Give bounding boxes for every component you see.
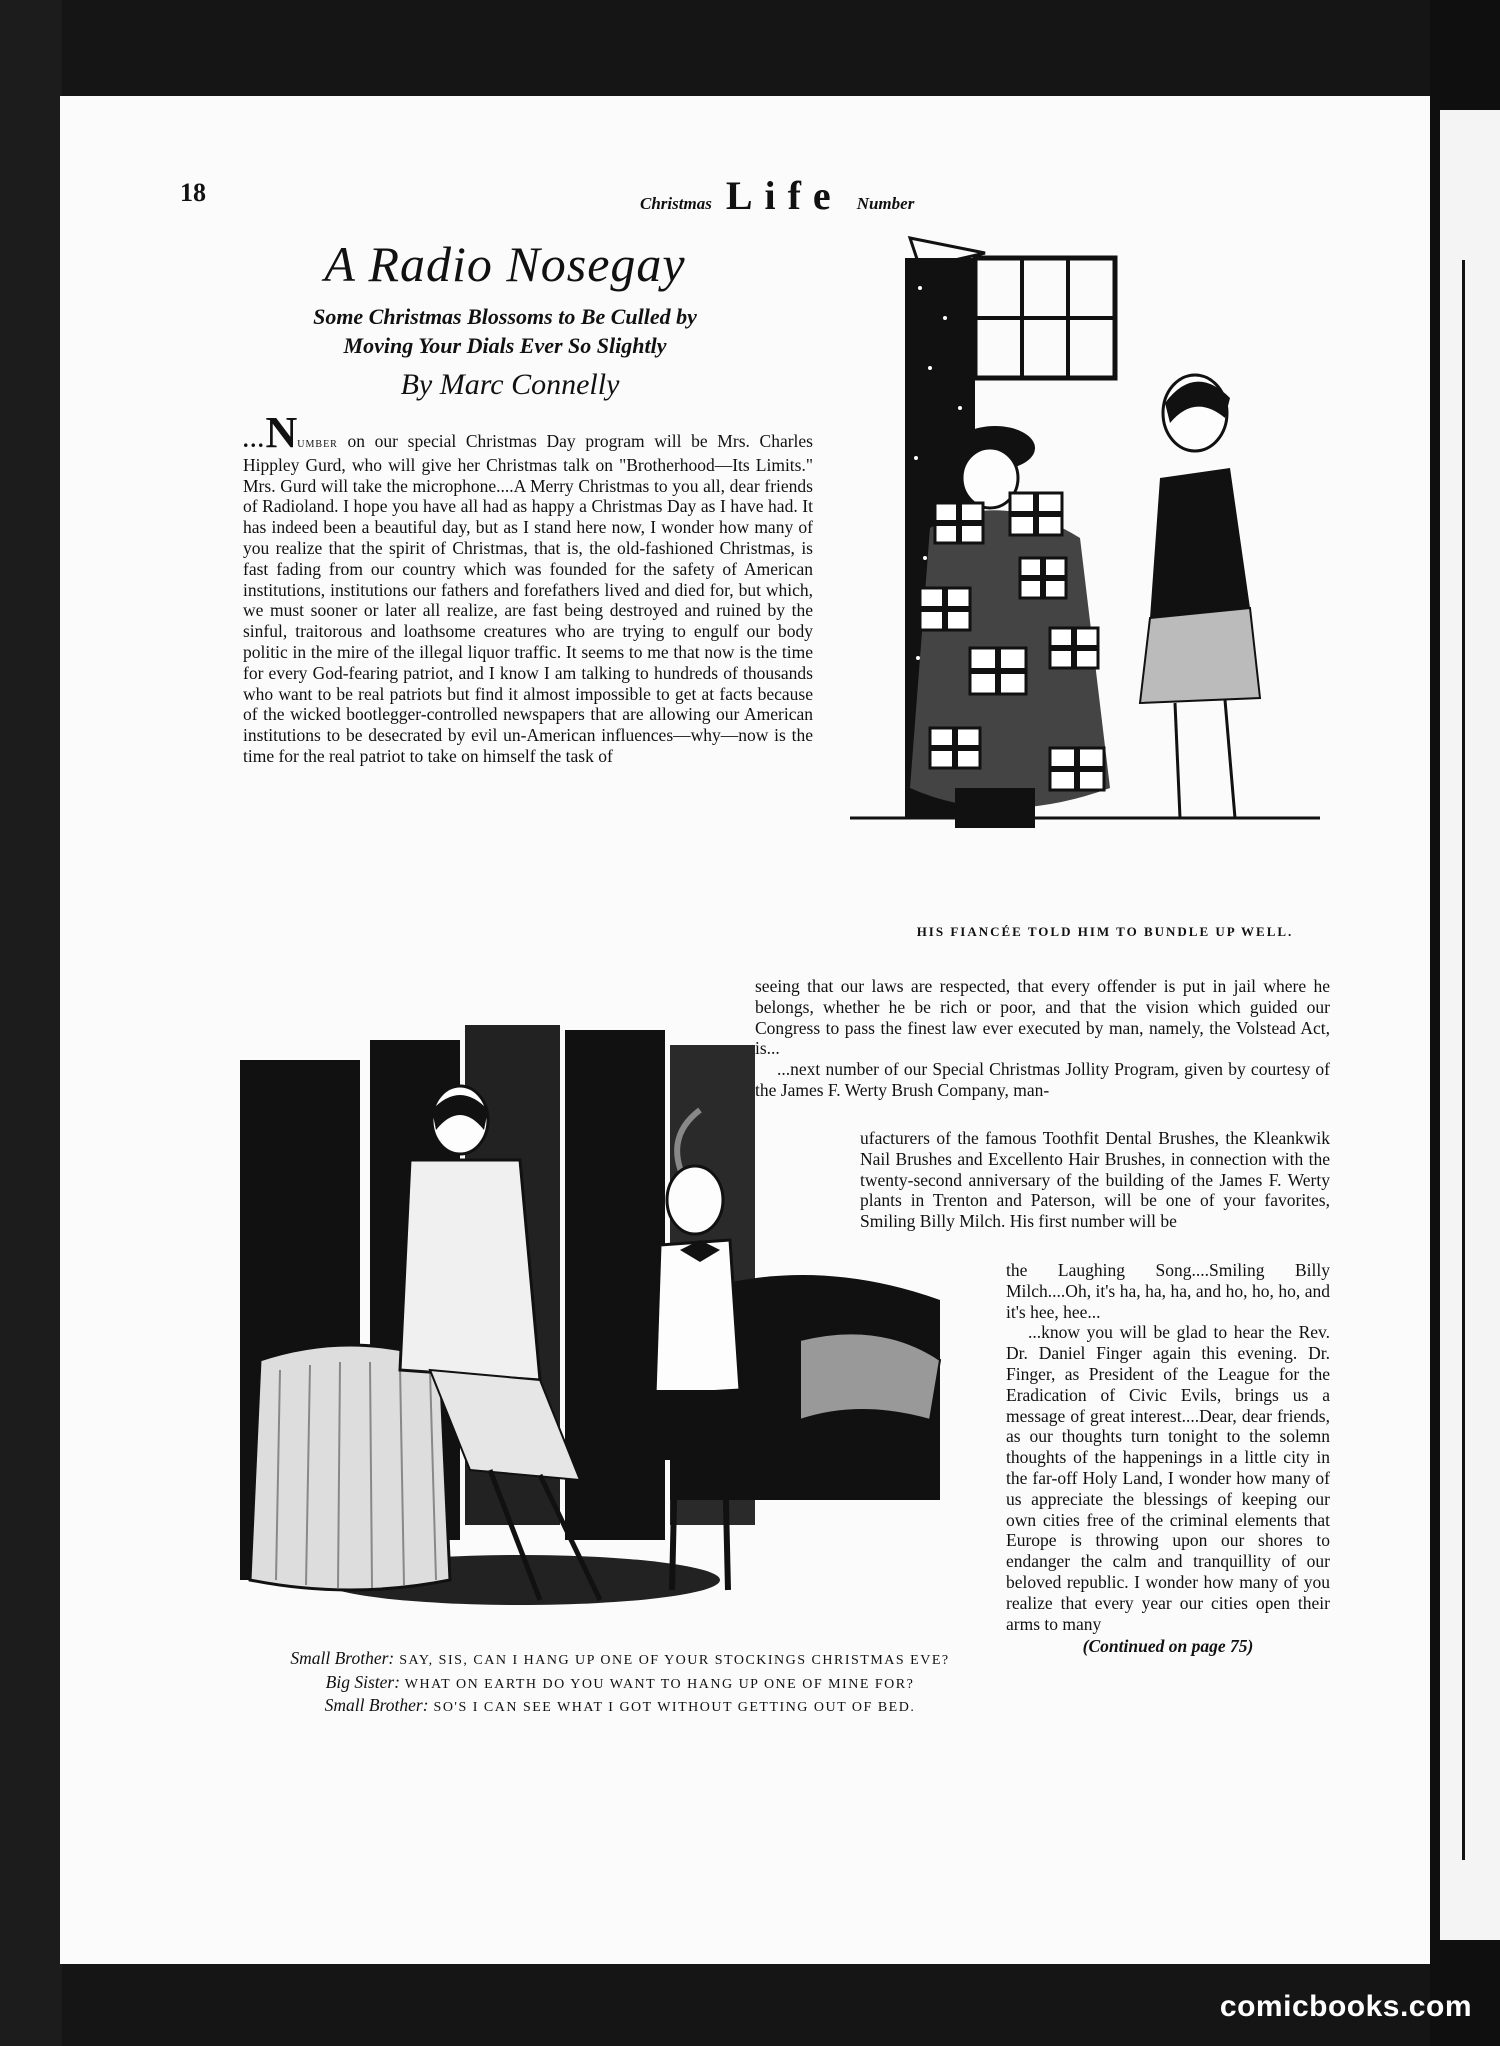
running-head [640,172,914,219]
caption-speaker: Big Sister: [325,1671,401,1692]
lead-dots: ... [243,427,266,452]
illustration-fiancee-bundles [850,228,1320,860]
running-head-right: Number [856,194,915,213]
article-title: A Radio Nosegay [324,236,686,292]
drop-cap: N [265,408,298,457]
adjacent-page-rule [1462,260,1465,1860]
masthead-logo: Life [725,173,843,218]
caption-text: SO'S I CAN SEE WHAT I GOT WITHOUT GETTING OUT OF BED. [433,1700,916,1715]
illustration-caption-2 [240,1648,1000,1719]
watermark: comicbooks.com [1219,1990,1472,2023]
body-text: seeing that our laws are respected, that every offender is put in jail where he belongs, whether he be rich or poor, and that the vision which guided our Congress to pass the finest law ever executed by man, namely, the Volstead Act, is... [755,976,1330,1059]
subtitle-line: Moving Your Dials Ever So Slightly [343,333,667,358]
adjacent-page-edge [1440,110,1500,1940]
article-byline: By Marc Connelly [400,368,620,401]
caption-line [240,1672,1000,1696]
caption-line [240,1695,1000,1719]
page-number: 18 [180,178,206,207]
scan-edge-left [0,0,62,2046]
running-head-left: Christmas [640,194,712,213]
subtitle-line: Some Christmas Blossoms to Be Culled by [313,304,697,329]
caption-line [240,1648,1000,1672]
body-text: the Laughing Song....Smiling Billy Milch....Oh, it's ha, ha, ha, and ho, ho, ho, and it's hee, hee... [1006,1260,1330,1322]
article-subtitle [260,302,750,360]
caption-speaker: Small Brother: [324,1695,429,1715]
continued-notice: (Continued on page 75) [1082,1636,1254,1657]
caption-text: SAY, SIS, CAN I HANG UP ONE OF YOUR STOCKINGS CHRISTMAS EVE? [399,1653,950,1668]
body-column-4 [1006,1260,1330,1657]
caption-speaker: Small Brother: [290,1648,395,1668]
caption-text: WHAT ON EARTH DO YOU WANT TO HANG UP ONE OF MINE FOR? [404,1676,915,1692]
body-paragraph: ...next number of our Special Christmas Jollity Program, given by courtesy of the James F. Werty Brush Company, man- [755,1059,1330,1100]
lead-small-caps: umber [297,436,338,451]
illustration-caption-1: HIS FIANCÉE TOLD HIM TO BUNDLE UP WELL. [916,924,1294,939]
body-column-3: ufacturers of the famous Toothfit Dental Brushes, the Kleankwik Nail Brushes and Excellento Hair Brushes, in connection with the twenty-second anniversary of the building of the James F. Werty plants in Trenton and Paterson, will be one of your favorites, Smiling Billy Milch. His first number will be [860,1128,1330,1232]
illustration-stockings [240,1000,1000,1630]
body-text: on our special Christmas Day program will be Mrs. Charles Hippley Gurd, who will give her Christmas talk on "Brotherhood—Its Limits." Mrs. Gurd will take the microphone....A Merry Christmas to you all, dear friends of Radioland. I hope you have all had as happy a Christmas Day as I have had. It has indeed been a beautiful day, but as I stand here now, I wonder how many of you realize that the spirit of Christmas, that is, the old-fashioned Christmas, is fast fading from our country which was founded for the safety of American institutions, institutions our fathers and forefathers lived and died for, but which, we must sooner or later all realize, are fast being destroyed and ruined by the sinful, traitorous and loathsome creatures who are trying to engulf our body politic in the mire of the illegal liquor traffic. It seems to me that now is the time for every God-fearing patriot, and I know I am talking to hundreds of thousands who want to be real patriots but find it almost impossible to get at facts because of the wicked bootlegger-controlled newspapers that are allowing our American institutions to be desecrated by evil un-American influences—why—now is the time for the real patriot to take on himself the task of [243,431,813,766]
body-column-1 [243,408,813,767]
body-paragraph: ...know you will be glad to hear the Rev. Dr. Daniel Finger again this evening. Dr. Finger, as President of the League for the Eradication of Civic Evils, brings us a message of great interest....Dear, dear friends, as our thoughts turn tonight to the solemn thoughts of the happenings in a little city in the far-off Holy Land, I wonder how many of us appreciate the blessings of keeping our own cities free of the criminal elements that Europe is throwing upon our shores to endanger the calm and tranquillity of our beloved republic. I wonder how many of you realize that every year our cities open their arms to many [1006,1322,1330,1634]
